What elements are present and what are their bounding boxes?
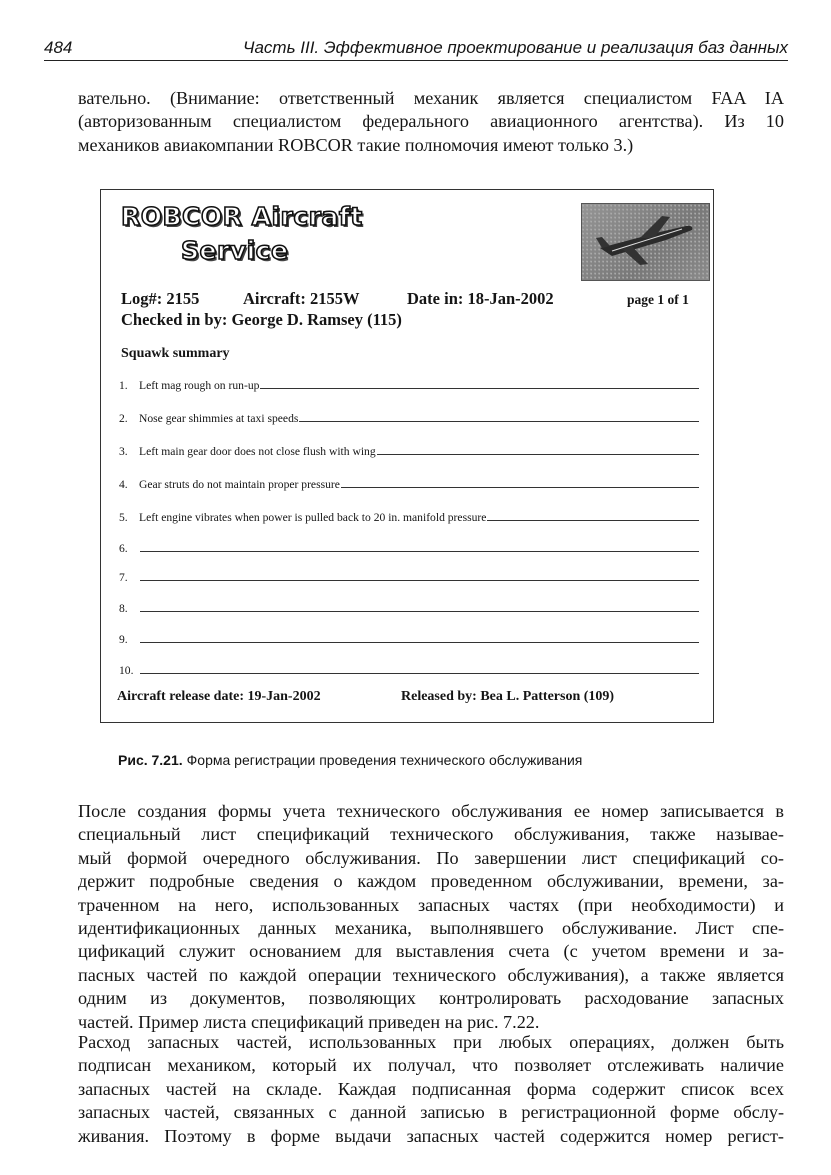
- body-line: подписан механиком, который их получал, что позволяет отслеживать наличие: [78, 1055, 784, 1076]
- squawk-row: 9.: [119, 626, 699, 646]
- checked-in-by: Checked in by: George D. Ramsey (115): [121, 310, 402, 329]
- squawk-row: 10.: [119, 657, 699, 677]
- caption-number: Рис. 7.21.: [118, 752, 183, 768]
- body-line: пасных частей по каждой операции технического обслуживания), а также является: [78, 964, 784, 985]
- intro-line: (авторизованным специалистом федерального авиационного агентства). Из 10: [78, 111, 784, 132]
- body-line: мый формой очередного обслуживания. По завершении лист спецификаций со-: [78, 847, 784, 868]
- squawk-row: 8.: [119, 595, 699, 615]
- maintenance-log-form: [100, 189, 714, 723]
- body-line: одним из документов, позволяющих контролировать расходование запасных: [78, 988, 784, 1009]
- body-line: После создания формы учета технического обслуживания ее номер записывается в: [78, 801, 784, 821]
- fill-line: [140, 673, 699, 674]
- company-logo-line2: Service: [181, 236, 289, 265]
- airplane-photo: [581, 203, 710, 281]
- intro-paragraph: [78, 87, 784, 157]
- fill-line: [140, 611, 699, 612]
- release-date: Aircraft release date: 19-Jan-2002: [117, 689, 321, 704]
- page-count: page 1 of 1: [627, 292, 689, 307]
- squawk-row: 1. Left mag rough on run-up: [119, 372, 699, 392]
- company-logo-line1: ROBCOR Aircraft: [121, 202, 363, 231]
- body-line: частей. Пример листа спецификаций приведен на рис. 7.22.: [78, 1011, 540, 1032]
- body-line: траченном на него, использованных запасных частях (при необходимости) и: [78, 894, 784, 915]
- running-header: [44, 36, 788, 61]
- fill-line: [299, 421, 699, 422]
- figure-caption: [118, 752, 582, 768]
- fill-line: [377, 454, 699, 455]
- squawk-row: 4. Gear struts do not maintain proper pressure: [119, 471, 699, 491]
- airplane-icon: [582, 204, 709, 280]
- date-in: Date in: 18-Jan-2002: [407, 289, 554, 308]
- caption-text: Форма регистрации проведения технического обслуживания: [186, 752, 583, 768]
- body-line: специальный лист спецификаций технического обслуживания, также называе-: [78, 824, 784, 845]
- body-line: держит подробные сведения о каждом проведенном обслуживании, времени, за-: [78, 871, 784, 892]
- body-line: живания. Поэтому в форме выдачи запасных частей содержится номер регист-: [78, 1125, 784, 1146]
- intro-line: механиков авиакомпании ROBCOR такие полномочия имеют только 3.): [78, 134, 634, 155]
- body-line: Расход запасных частей, использованных при любых операциях, должен быть: [78, 1032, 784, 1052]
- fill-line: [140, 551, 699, 552]
- body-line: цификаций служит основанием для выставления счета (с учетом времени и за-: [78, 941, 784, 962]
- released-by: Released by: Bea L. Patterson (109): [401, 689, 615, 704]
- body-line: запасных частей на складе. Каждая подписанная форма содержит список всех: [78, 1078, 784, 1099]
- log-number: Log#: 2155: [121, 289, 200, 308]
- aircraft-id: Aircraft: 2155W: [243, 289, 360, 308]
- squawk-row: 3. Left main gear door does not close flush with wing: [119, 438, 699, 458]
- squawk-row: 5. Left engine vibrates when power is pulled back to 20 in. manifold pressure: [119, 504, 699, 524]
- body-paragraph-2: [78, 1031, 784, 1148]
- squawk-row: 7.: [119, 564, 699, 584]
- intro-line: вательно. (Внимание: ответственный механик является специалистом FAA IA: [78, 88, 784, 108]
- body-line: запасных частей, связанных с данной записью в регистрационной форме обслу-: [78, 1102, 784, 1123]
- body-paragraph-1: [78, 800, 784, 1034]
- squawk-summary-title: Squawk summary: [121, 346, 230, 361]
- body-line: идентификационных данных механика, выполнявшего обслуживание. Лист спе-: [78, 918, 784, 939]
- fill-line: [487, 520, 699, 521]
- squawk-row: 2. Nose gear shimmies at taxi speeds: [119, 405, 699, 425]
- fill-line: [140, 580, 699, 581]
- fill-line: [341, 487, 699, 488]
- page-number: 484: [44, 38, 73, 57]
- fill-line: [140, 642, 699, 643]
- squawk-row: 6.: [119, 535, 699, 555]
- part-title: Часть III. Эффективное проектирование и реализация баз данных: [243, 38, 788, 57]
- fill-line: [260, 388, 699, 389]
